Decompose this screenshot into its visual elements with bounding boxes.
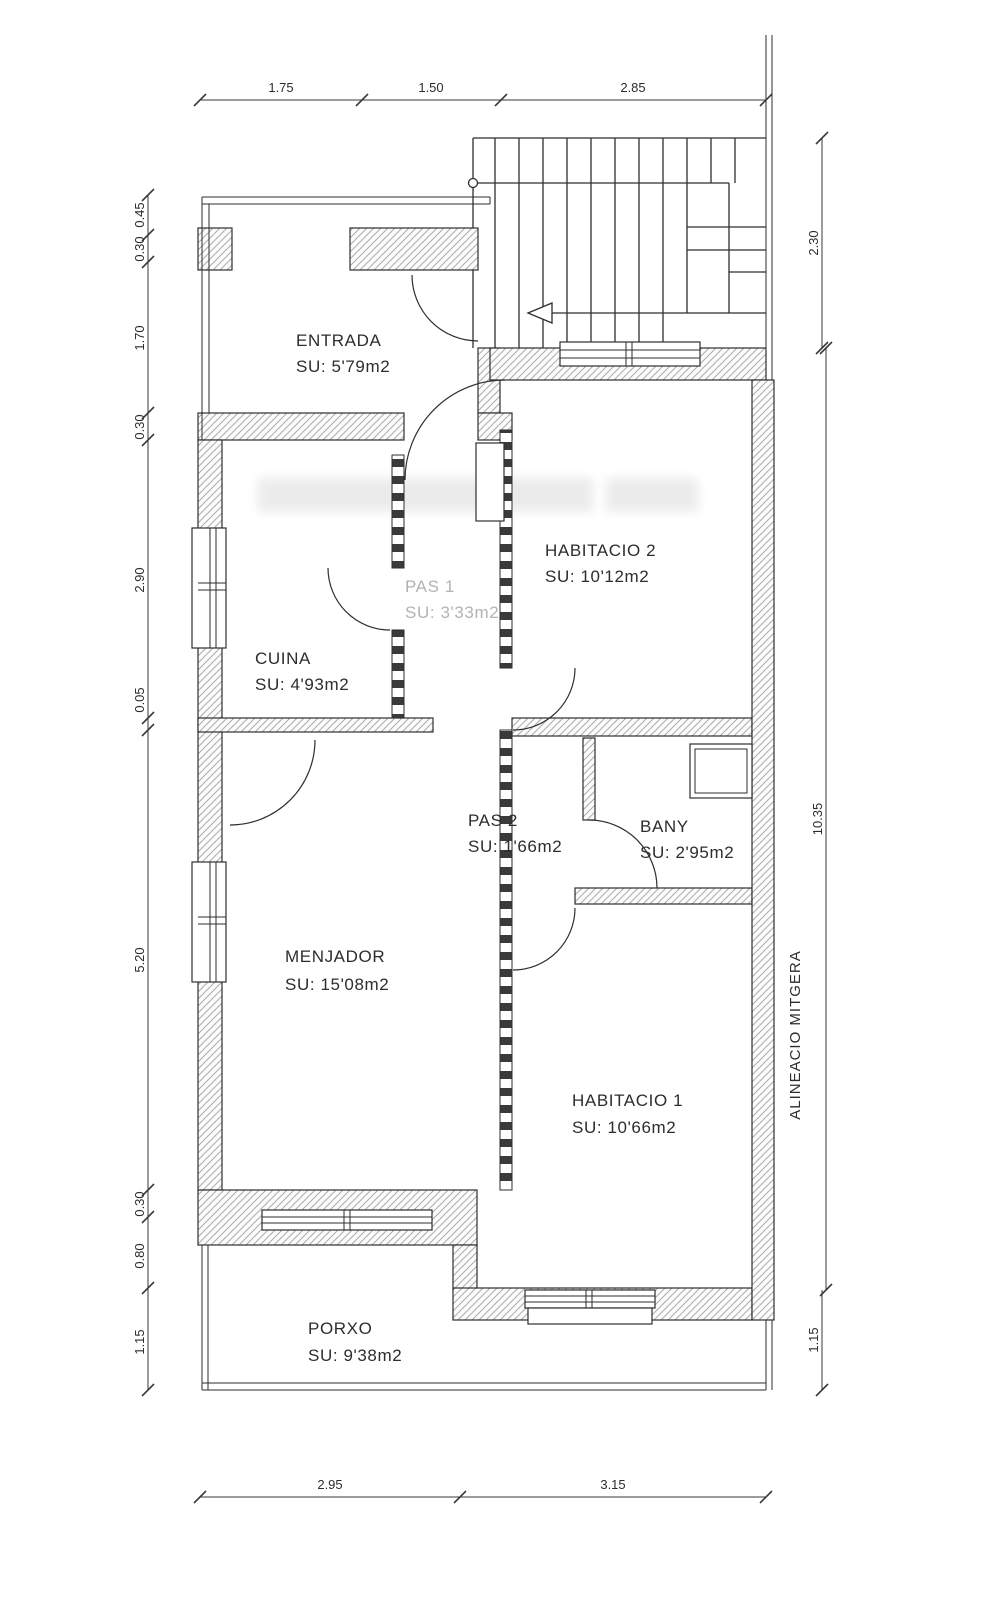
walls bbox=[198, 228, 774, 1320]
dim-left-4: 2.90 bbox=[132, 567, 147, 593]
stair-start-post bbox=[469, 179, 478, 188]
room-area: SU: 2'95m2 bbox=[640, 843, 735, 862]
dim-left-0: 0.45 bbox=[132, 202, 147, 228]
dim-top-1: 1.50 bbox=[418, 80, 444, 95]
dimension-chain-left bbox=[132, 189, 154, 1396]
room-label-pas1 bbox=[405, 577, 499, 622]
room-label-entrada bbox=[296, 331, 390, 376]
room-label-pas2 bbox=[468, 811, 562, 856]
dim-left-1: 0.30 bbox=[132, 236, 147, 262]
room-label-habitacio1 bbox=[572, 1091, 683, 1137]
dim-top-0: 1.75 bbox=[268, 80, 294, 95]
door-cuina-menjador bbox=[230, 740, 315, 825]
dim-top-2: 2.85 bbox=[620, 80, 646, 95]
door-pas2-habitacio1 bbox=[513, 908, 575, 970]
partitions bbox=[392, 430, 512, 1190]
window-sill bbox=[528, 1308, 652, 1324]
room-area: SU: 10'12m2 bbox=[545, 567, 650, 586]
room-name: CUINA bbox=[255, 649, 311, 668]
dim-bottom-1: 3.15 bbox=[600, 1477, 626, 1492]
window-bedroom1 bbox=[525, 1290, 655, 1324]
dim-left-7: 0.30 bbox=[132, 1191, 147, 1217]
window-left-dining bbox=[192, 862, 226, 982]
room-name: PAS 1 bbox=[405, 577, 455, 596]
boundary-label: ALINEACIO MITGERA bbox=[787, 950, 804, 1120]
room-name: MENJADOR bbox=[285, 947, 386, 966]
room-area: SU: 1'66m2 bbox=[468, 837, 563, 856]
room-area: SU: 15'08m2 bbox=[285, 975, 390, 994]
window-left-kitchen bbox=[192, 528, 226, 648]
room-name: BANY bbox=[640, 817, 689, 836]
room-label-cuina bbox=[255, 649, 349, 694]
room-area: SU: 9'38m2 bbox=[308, 1346, 403, 1365]
door-entrada-stairs bbox=[412, 275, 478, 341]
room-label-habitacio2 bbox=[545, 541, 656, 586]
dim-right-1: 10.35 bbox=[810, 802, 825, 836]
room-area: SU: 10'66m2 bbox=[572, 1118, 677, 1137]
room-area: SU: 3'33m2 bbox=[405, 603, 500, 622]
dim-right-0: 2.30 bbox=[806, 230, 821, 256]
dimension-chain-right bbox=[806, 132, 832, 1396]
room-name: HABITACIO 2 bbox=[545, 541, 657, 560]
room-name: PORXO bbox=[308, 1319, 373, 1338]
dimension-chain-bottom bbox=[194, 1477, 772, 1503]
dim-left-3: 0.30 bbox=[132, 414, 147, 440]
room-area: SU: 4'93m2 bbox=[255, 675, 350, 694]
dim-left-2: 1.70 bbox=[132, 325, 147, 351]
staircase bbox=[469, 138, 767, 348]
room-name: HABITACIO 1 bbox=[572, 1091, 684, 1110]
dimension-chain-top bbox=[194, 80, 772, 106]
dim-left-5: 0.05 bbox=[132, 687, 147, 713]
room-name: ENTRADA bbox=[296, 331, 382, 350]
door-pas1-cuina bbox=[328, 568, 390, 630]
room-label-menjador bbox=[285, 947, 389, 994]
dim-bottom-0: 2.95 bbox=[317, 1477, 343, 1492]
dim-right-2: 1.15 bbox=[806, 1327, 821, 1353]
dim-left-9: 1.15 bbox=[132, 1329, 147, 1355]
room-label-bany bbox=[640, 817, 734, 862]
stair-direction-arrow bbox=[528, 303, 552, 323]
room-label-porxo bbox=[308, 1319, 402, 1365]
bathroom-shaft bbox=[690, 744, 752, 798]
room-area: SU: 5'79m2 bbox=[296, 357, 391, 376]
room-name: PAS 2 bbox=[468, 811, 518, 830]
window-bedroom2 bbox=[560, 342, 700, 366]
dim-left-8: 0.80 bbox=[132, 1243, 147, 1269]
window-dining bbox=[262, 1210, 432, 1230]
door-jamb-box bbox=[476, 443, 504, 521]
dim-left-6: 5.20 bbox=[132, 947, 147, 973]
